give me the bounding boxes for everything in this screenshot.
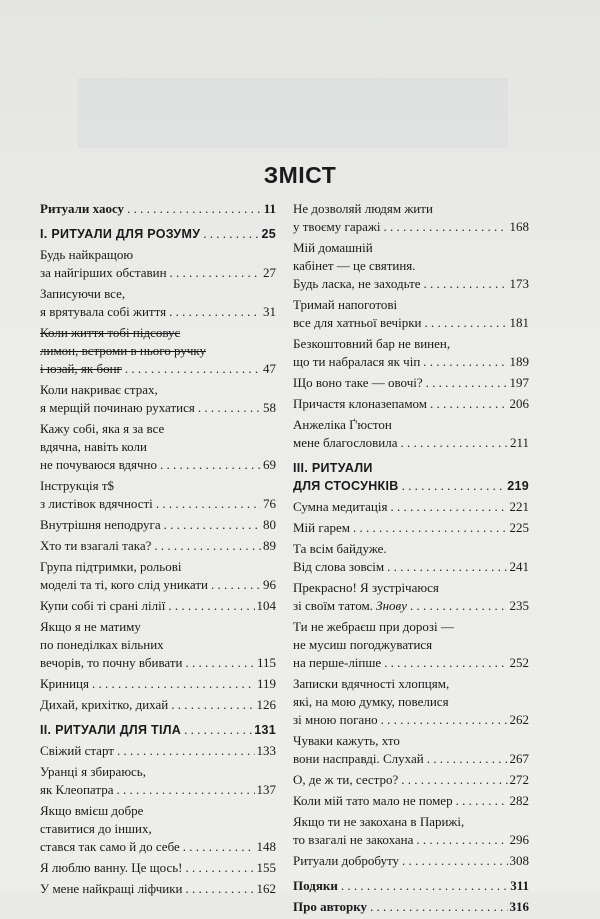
dot-leader bbox=[353, 519, 508, 537]
dot-leader bbox=[402, 477, 506, 495]
toc-entry-leader-row bbox=[293, 597, 529, 615]
toc-entry-title-line: Купи собі ті срані лілії bbox=[40, 598, 166, 613]
page-number: 272 bbox=[509, 772, 529, 787]
dot-leader bbox=[387, 558, 507, 576]
dot-leader bbox=[341, 877, 508, 895]
page-number: 282 bbox=[509, 793, 529, 808]
toc-entry-title-line: Подяки bbox=[293, 878, 338, 893]
page-number: 137 bbox=[256, 782, 276, 797]
toc-entry-title-line: Записки вдячності хлопцям, bbox=[293, 676, 450, 691]
toc-entry-title-line: я врятувала собі життя bbox=[40, 304, 167, 319]
toc-entry bbox=[293, 459, 529, 495]
toc-entry-leader-row bbox=[40, 537, 276, 555]
toc-entry-leader-row bbox=[40, 675, 276, 693]
toc-entry-title-line: Якщо вмієш добре bbox=[40, 803, 144, 818]
toc-entry-title-line: Чуваки кажуть, хто bbox=[293, 733, 400, 748]
toc-entry-title-line: і юзай, як бонг bbox=[40, 361, 122, 376]
toc-entry-title-line: Група підтримки, рольові bbox=[40, 559, 182, 574]
toc-entry bbox=[293, 877, 529, 895]
toc-entry-title-line: У мене найкращі ліфчики bbox=[40, 881, 183, 896]
page-number: 262 bbox=[509, 712, 529, 727]
toc-entry-leader-row bbox=[40, 456, 276, 474]
toc-entry bbox=[40, 802, 276, 856]
toc-entry bbox=[40, 880, 276, 898]
page-number: 296 bbox=[509, 832, 529, 847]
toc-entry bbox=[40, 696, 276, 714]
toc-entry-title-line: Коли життя тобі підсовує bbox=[40, 325, 181, 340]
toc-entry bbox=[40, 285, 276, 321]
toc-entry bbox=[293, 416, 529, 452]
dot-leader bbox=[125, 360, 261, 378]
toc-entry-title-line: Ритуали добробуту bbox=[293, 853, 399, 868]
toc-entry-leader-row bbox=[293, 831, 529, 849]
page-number: 189 bbox=[509, 354, 529, 369]
toc-entry bbox=[293, 732, 529, 768]
toc-entry-leader-row bbox=[293, 275, 529, 293]
toc-entry bbox=[40, 381, 276, 417]
page-number: 219 bbox=[507, 479, 529, 493]
toc-entry-leader-row bbox=[293, 434, 529, 452]
toc-entry-title-line: Прекрасно! Я зустрічаюся bbox=[293, 580, 439, 595]
page-number: 241 bbox=[509, 559, 529, 574]
toc-entry bbox=[40, 537, 276, 555]
toc-entry bbox=[293, 395, 529, 413]
page-number: 47 bbox=[263, 361, 276, 376]
page-number: 225 bbox=[509, 520, 529, 535]
toc-entry-leader-row bbox=[40, 597, 276, 615]
dot-leader bbox=[164, 516, 261, 534]
dot-leader bbox=[184, 721, 252, 739]
page-number: 211 bbox=[509, 435, 529, 450]
toc-entry bbox=[40, 558, 276, 594]
page-number: 311 bbox=[510, 878, 529, 893]
toc-entry bbox=[40, 721, 276, 739]
toc-entry-title-line: Ти не жебраєш при дорозі — bbox=[293, 619, 454, 634]
toc-entry bbox=[40, 859, 276, 877]
page-number: 126 bbox=[256, 697, 276, 712]
page-number: 252 bbox=[509, 655, 529, 670]
dot-leader bbox=[424, 275, 508, 293]
dot-leader bbox=[171, 696, 254, 714]
toc-entry bbox=[293, 239, 529, 293]
toc-entry bbox=[293, 498, 529, 516]
toc-entry-leader-row bbox=[293, 498, 529, 516]
toc-entry-leader-row bbox=[40, 225, 276, 243]
toc-entry-title-line: вечорів, то почну вбивати bbox=[40, 655, 183, 670]
toc-entry-leader-row bbox=[40, 696, 276, 714]
toc-entry bbox=[293, 675, 529, 729]
toc-entry bbox=[293, 852, 529, 870]
dot-leader bbox=[117, 742, 255, 760]
toc-entry-italic-word: Знову bbox=[376, 598, 407, 613]
page-number: 27 bbox=[263, 265, 276, 280]
toc-entry-title-line: Коли мій тато мало не помер bbox=[293, 793, 453, 808]
toc-entry-leader-row bbox=[40, 399, 276, 417]
toc-entry-leader-row bbox=[40, 859, 276, 877]
toc-entry-leader-row bbox=[293, 519, 529, 537]
page-number: 76 bbox=[263, 496, 276, 511]
toc-left-column bbox=[40, 200, 276, 901]
toc-entry-title-line: що ти набралася як чіп bbox=[293, 354, 421, 369]
page-number: 148 bbox=[256, 839, 276, 854]
toc-entry-leader-row bbox=[293, 711, 529, 729]
toc-entry-leader-row bbox=[293, 877, 529, 895]
toc-entry-title-line: мене благословила bbox=[293, 435, 398, 450]
toc-entry-title-line: Коли накриває страх, bbox=[40, 382, 158, 397]
toc-entry bbox=[40, 742, 276, 760]
toc-entry-leader-row bbox=[293, 898, 529, 916]
toc-entry bbox=[40, 420, 276, 474]
dot-leader bbox=[127, 200, 262, 218]
page-number: 206 bbox=[509, 396, 529, 411]
dot-leader bbox=[198, 399, 261, 417]
toc-entry-title-line: з листівок вдячності bbox=[40, 496, 153, 511]
dot-leader bbox=[160, 456, 261, 474]
toc-entry-title-line: Будь найкращою bbox=[40, 247, 134, 262]
toc-entry-leader-row bbox=[40, 200, 276, 218]
toc-entry-title-line: Записуючи все, bbox=[40, 286, 126, 301]
page-number: 155 bbox=[256, 860, 276, 875]
toc-entry-leader-row bbox=[293, 218, 529, 236]
toc-entry-title-line: Якщо ти не закохана в Парижі, bbox=[293, 814, 465, 829]
toc-entry-leader-row bbox=[293, 558, 529, 576]
toc-entry-leader-row bbox=[40, 721, 276, 739]
dot-leader bbox=[423, 353, 507, 371]
toc-entry bbox=[293, 579, 529, 615]
toc-entry-leader-row bbox=[40, 264, 276, 282]
dot-leader bbox=[154, 537, 261, 555]
toc-entry-title-line: Будь ласка, не заходьте bbox=[293, 276, 421, 291]
page-number: 131 bbox=[254, 723, 276, 737]
toc-entry-title-line: зі своїм татом. Знову bbox=[293, 598, 407, 613]
dot-leader bbox=[384, 218, 508, 236]
toc-entry-title-line: Сумна медитація bbox=[293, 499, 388, 514]
toc-entry-title-line: зі мною погано bbox=[293, 712, 378, 727]
toc-entry bbox=[293, 519, 529, 537]
page-number: 11 bbox=[263, 201, 276, 216]
dot-leader bbox=[390, 498, 507, 516]
toc-entry-title-line: як Клеопатра bbox=[40, 782, 114, 797]
page-number: 235 bbox=[509, 598, 529, 613]
dot-leader bbox=[186, 880, 255, 898]
dot-leader bbox=[156, 495, 261, 513]
dot-leader bbox=[170, 264, 261, 282]
entry-spacer bbox=[293, 870, 529, 877]
dot-leader bbox=[416, 831, 507, 849]
toc-right-column bbox=[293, 200, 529, 919]
toc-entry-title-line: III. РИТУАЛИ bbox=[293, 461, 373, 475]
toc-entry-title-line: О, де ж ти, сестро? bbox=[293, 772, 399, 787]
page-number: 25 bbox=[261, 227, 276, 241]
toc-entry-leader-row bbox=[40, 654, 276, 672]
page-number: 133 bbox=[256, 743, 276, 758]
page-number: 168 bbox=[509, 219, 529, 234]
dot-leader bbox=[116, 781, 254, 799]
toc-entry bbox=[293, 374, 529, 392]
toc-entry-title-line: вдячна, навіть коли bbox=[40, 439, 147, 454]
toc-entry-title-line: Мій домашній bbox=[293, 240, 373, 255]
toc-entry-leader-row bbox=[293, 314, 529, 332]
page-number: 115 bbox=[256, 655, 276, 670]
toc-entry-leader-row bbox=[293, 852, 529, 870]
toc-entry-leader-row bbox=[40, 576, 276, 594]
toc-entry bbox=[40, 246, 276, 282]
dot-leader bbox=[203, 225, 259, 243]
toc-entry-title-line: то взагалі не закохана bbox=[293, 832, 414, 847]
toc-entry-title-line: по понеділках вільних bbox=[40, 637, 164, 652]
toc-entry-title-line: Якщо я не матиму bbox=[40, 619, 141, 634]
toc-entry-leader-row bbox=[40, 781, 276, 799]
entry-spacer bbox=[40, 218, 276, 225]
toc-entry-title-line: все для хатньої вечірки bbox=[293, 315, 422, 330]
toc-entry bbox=[40, 618, 276, 672]
toc-entry-title-line: ставитися до інших, bbox=[40, 821, 152, 836]
toc-entry-title-line: стався так само й до себе bbox=[40, 839, 180, 854]
page-number: 31 bbox=[263, 304, 276, 319]
toc-entry bbox=[293, 792, 529, 810]
page-number: 162 bbox=[256, 881, 276, 896]
entry-spacer bbox=[40, 898, 276, 901]
entry-spacer bbox=[40, 714, 276, 721]
toc-entry-title-line: Причастя клоназепамом bbox=[293, 396, 428, 411]
toc-entry-title-line: вони насправді. Слухай bbox=[293, 751, 424, 766]
dot-leader bbox=[186, 654, 255, 672]
dot-leader bbox=[169, 303, 261, 321]
toc-entry-leader-row bbox=[40, 516, 276, 534]
dot-leader bbox=[410, 597, 508, 615]
toc-entry bbox=[293, 296, 529, 332]
toc-entry-title-line: Від слова зовсім bbox=[293, 559, 385, 574]
page-number: 58 bbox=[263, 400, 276, 415]
toc-entry-title-line: Уранці я збираюсь, bbox=[40, 764, 146, 779]
toc-entry bbox=[293, 618, 529, 672]
dot-leader bbox=[400, 434, 508, 452]
toc-entry-title-line: Не дозволяй людям жити bbox=[293, 201, 433, 216]
page-number: 316 bbox=[509, 899, 529, 914]
toc-entry-leader-row bbox=[293, 750, 529, 768]
dot-leader bbox=[401, 771, 507, 789]
toc-entry-title-line: моделі та ті, кого слід уникати bbox=[40, 577, 208, 592]
toc-entry-title-line: Та всім байдуже. bbox=[293, 541, 387, 556]
dot-leader bbox=[211, 576, 261, 594]
toc-entry bbox=[40, 225, 276, 243]
toc-entry-title-line: Інструкція т$ bbox=[40, 478, 115, 493]
bleed-through-shadow bbox=[78, 78, 508, 148]
toc-entry-title-line: Дихай, крихітко, дихай bbox=[40, 697, 169, 712]
page-number: 104 bbox=[256, 598, 276, 613]
toc-entry-title-line: I. РИТУАЛИ ДЛЯ РОЗУМУ bbox=[40, 227, 201, 241]
toc-entry-title-line: Про авторку bbox=[293, 899, 368, 914]
dot-leader bbox=[183, 838, 255, 856]
toc-entry bbox=[293, 540, 529, 576]
toc-entry-leader-row bbox=[40, 880, 276, 898]
toc-entry-title-line: Анжеліка Ґ'юстон bbox=[293, 417, 392, 432]
page-number: 80 bbox=[263, 517, 276, 532]
toc-entry-leader-row bbox=[293, 771, 529, 789]
toc-entry-leader-row bbox=[40, 495, 276, 513]
dot-leader bbox=[185, 859, 254, 877]
toc-entry-title-line: Хто ти взагалі така? bbox=[40, 538, 152, 553]
page-number: 197 bbox=[509, 375, 529, 390]
toc-entry-title-line: у твоєму гаражі bbox=[293, 219, 381, 234]
page-number: 89 bbox=[263, 538, 276, 553]
dot-leader bbox=[424, 314, 507, 332]
page-number: 221 bbox=[509, 499, 529, 514]
toc-entry-title-line: Мій гарем bbox=[293, 520, 350, 535]
toc-entry-title-line: за найгірших обставин bbox=[40, 265, 167, 280]
toc-entry bbox=[293, 813, 529, 849]
toc-entry-title-line: Що воно таке — овочі? bbox=[293, 375, 423, 390]
toc-entry bbox=[40, 324, 276, 378]
dot-leader bbox=[381, 711, 508, 729]
entry-spacer bbox=[293, 452, 529, 459]
toc-entry-title-line: Кажу собі, яка я за все bbox=[40, 421, 165, 436]
toc-entry-title-line: Тримай напоготові bbox=[293, 297, 398, 312]
page-number: 119 bbox=[256, 676, 276, 691]
dot-leader bbox=[370, 898, 507, 916]
dot-leader bbox=[384, 654, 507, 672]
dot-leader bbox=[92, 675, 255, 693]
toc-entry-title-line: не почуваюся вдячно bbox=[40, 457, 157, 472]
toc-entry-leader-row bbox=[293, 374, 529, 392]
toc-entry-title-line: ДЛЯ СТОСУНКІВ bbox=[293, 479, 399, 493]
toc-entry bbox=[293, 771, 529, 789]
page-number: 181 bbox=[509, 315, 529, 330]
toc-entry-leader-row bbox=[293, 792, 529, 810]
dot-leader bbox=[168, 597, 254, 615]
page-number: 96 bbox=[263, 577, 276, 592]
toc-entry-title-line: II. РИТУАЛИ ДЛЯ ТІЛА bbox=[40, 723, 182, 737]
toc-entry bbox=[293, 335, 529, 371]
toc-entry bbox=[40, 763, 276, 799]
toc-entry-leader-row bbox=[293, 654, 529, 672]
toc-entry bbox=[40, 597, 276, 615]
toc-entry-title-line: я мерщій починаю рухатися bbox=[40, 400, 195, 415]
toc-entry bbox=[40, 516, 276, 534]
dot-leader bbox=[426, 374, 508, 392]
toc-entry-leader-row bbox=[293, 395, 529, 413]
toc-entry bbox=[40, 200, 276, 218]
toc-entry bbox=[293, 200, 529, 236]
toc-entry-leader-row bbox=[293, 477, 529, 495]
toc-entry-title-line: Безкоштовний бар не винен, bbox=[293, 336, 451, 351]
toc-entry-title-line: на перше-ліпше bbox=[293, 655, 382, 670]
toc-entry-leader-row bbox=[40, 360, 276, 378]
toc-entry bbox=[293, 898, 529, 916]
dot-leader bbox=[456, 792, 508, 810]
toc-entry-leader-row bbox=[40, 742, 276, 760]
page-number: 69 bbox=[263, 457, 276, 472]
toc-entry-title-line: не мусиш погоджуватися bbox=[293, 637, 433, 652]
dot-leader bbox=[427, 750, 508, 768]
dot-leader bbox=[430, 395, 507, 413]
toc-entry-title-line: кабінет — це святиня. bbox=[293, 258, 416, 273]
toc-entry-title-line: лимон, встроми в нього ручку bbox=[40, 343, 207, 358]
toc-entry-leader-row bbox=[293, 353, 529, 371]
dot-leader bbox=[402, 852, 508, 870]
page-number: 308 bbox=[509, 853, 529, 868]
page-number: 267 bbox=[509, 751, 529, 766]
page-title: ЗМІСТ bbox=[263, 162, 337, 188]
toc-entry-leader-row bbox=[40, 303, 276, 321]
toc-entry-title-line: які, на мою думку, повелися bbox=[293, 694, 449, 709]
toc-entry-title-line: Криниця bbox=[40, 676, 89, 691]
toc-entry bbox=[40, 675, 276, 693]
toc-entry-title-line: Внутрішня неподруга bbox=[40, 517, 161, 532]
toc-entry-title-line: Свіжий старт bbox=[40, 743, 114, 758]
toc-entry-leader-row bbox=[40, 838, 276, 856]
toc-entry-title-line: Я люблю ванну. Це щось! bbox=[40, 860, 183, 875]
page-number: 173 bbox=[509, 276, 529, 291]
toc-entry bbox=[40, 477, 276, 513]
toc-entry-title-line: Ритуали хаосу bbox=[40, 201, 125, 216]
